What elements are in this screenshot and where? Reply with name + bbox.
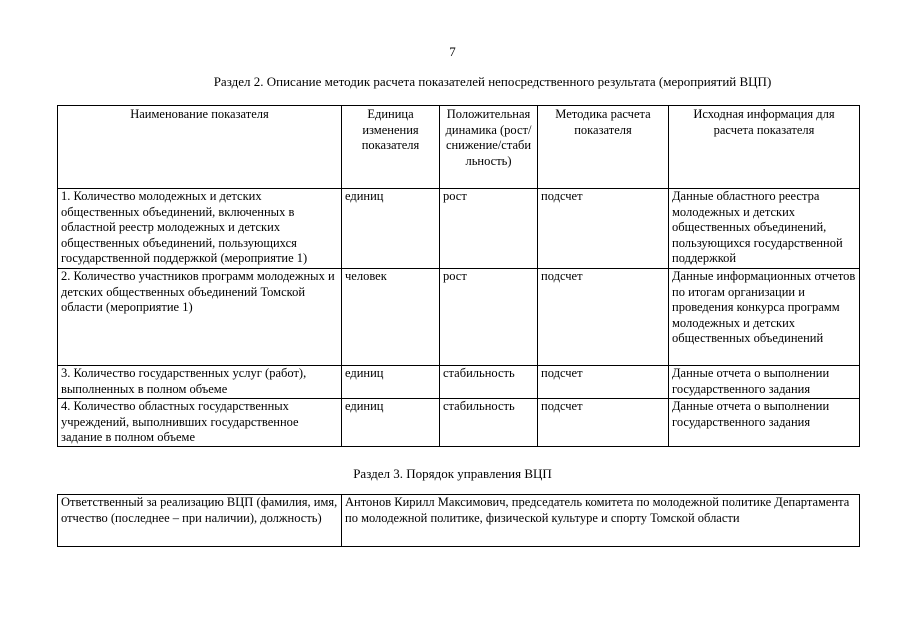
management-table <box>57 494 860 547</box>
row-dynamics: рост <box>440 189 538 269</box>
row-source: Данные областного реестра молодежных и детских общественных объединений, пользующихся государственной поддержкой <box>669 189 860 269</box>
table-row <box>58 399 860 447</box>
row-unit: единиц <box>342 189 440 269</box>
row-method: подсчет <box>538 366 669 399</box>
row-unit: человек <box>342 269 440 366</box>
row-dynamics: стабильность <box>440 366 538 399</box>
row-source: Данные отчета о выполнении государственного задания <box>669 366 860 399</box>
responsible-label: Ответственный за реализацию ВЦП (фамилия, имя, отчество (последнее – при наличии), должность) <box>58 495 342 547</box>
row-unit: единиц <box>342 366 440 399</box>
table-header-row <box>58 106 860 189</box>
header-indicator-name: Наименование показателя <box>58 106 342 189</box>
row-method: подсчет <box>538 189 669 269</box>
table-row <box>58 366 860 399</box>
row-source: Данные информационных отчетов по итогам организации и проведения конкурса программ молодежных и детских общественных объединений <box>669 269 860 366</box>
header-source: Исходная информация для расчета показателя <box>669 106 860 189</box>
row-unit: единиц <box>342 399 440 447</box>
header-unit: Единица изменения показателя <box>342 106 440 189</box>
section2-title: Раздел 2. Описание методик расчета показателей непосредственного результата (мероприятий ВЦП) <box>213 74 772 89</box>
row-method: подсчет <box>538 399 669 447</box>
row-method: подсчет <box>538 269 669 366</box>
row-indicator-name: 1. Количество молодежных и детских общественных объединений, включенных в областной реестр молодежных и детских общественных объединений, пользующихся государственной поддержкой (мероприятие 1) <box>58 189 342 269</box>
row-indicator-name: 2. Количество участников программ молодежных и детских общественных объединений Томской области (мероприятие 1) <box>58 269 342 366</box>
responsible-value: Антонов Кирилл Максимович, председатель комитета по молодежной политике Департамента по молодежной политике, физической культуре и спорту Томской области <box>342 495 860 547</box>
row-indicator-name: 4. Количество областных государственных учреждений, выполнивших государственное задание в полном объеме <box>58 399 342 447</box>
table-row <box>58 495 860 547</box>
page-number: 7 <box>449 44 456 59</box>
section3-title: Раздел 3. Порядок управления ВЦП <box>353 466 552 481</box>
header-dynamics: Положительная динамика (рост/снижение/стабильность) <box>440 106 538 189</box>
table-row <box>58 189 860 269</box>
row-source: Данные отчета о выполнении государственного задания <box>669 399 860 447</box>
row-dynamics: стабильность <box>440 399 538 447</box>
header-method: Методика расчета показателя <box>538 106 669 189</box>
indicators-table <box>57 105 860 447</box>
row-dynamics: рост <box>440 269 538 366</box>
table-row <box>58 269 860 366</box>
row-indicator-name: 3. Количество государственных услуг (работ), выполненных в полном объеме <box>58 366 342 399</box>
